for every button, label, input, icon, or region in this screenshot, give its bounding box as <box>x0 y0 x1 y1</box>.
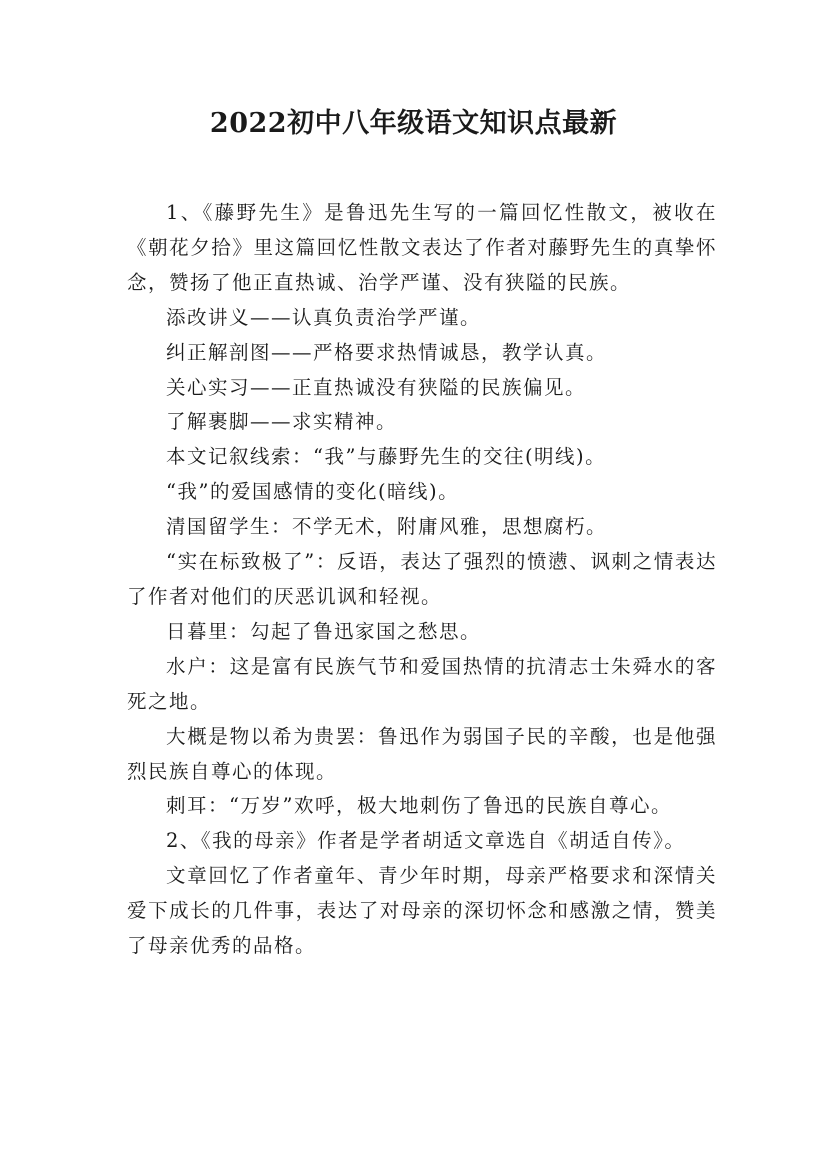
paragraph-10: 日暮里：勾起了鲁迅家国之愁思。 <box>166 619 482 643</box>
paragraph-7: “我”的爱国感情的变化(暗线)。 <box>166 480 460 504</box>
paragraph-5: 了解裹脚——求实精神。 <box>166 410 398 434</box>
paragraph-1: 1、《藤野先生》是鲁迅先生写的一篇回忆性散文，被收在《朝花夕拾》里这篇回忆性散文表达了作者对藤野先生的真挚怀念，赞扬了他正直热诚、治学严谨、没有狭隘的民族。 <box>127 201 717 294</box>
paragraph-11: 水户：这是富有民族气节和爱国热情的抗清志士朱舜水的客死之地。 <box>127 654 717 713</box>
paragraph-8: 清国留学生：不学无术，附庸风雅，思想腐朽。 <box>166 515 608 539</box>
paragraph-9: “实在标致极了”：反语，表达了强烈的愤懑、讽刺之情表达了作者对他们的厌恶讥讽和轻视。 <box>127 550 717 608</box>
document-title: 2022初中八年级语文知识点最新 <box>209 108 618 139</box>
paragraph-12: 大概是物以希为贵罢：鲁迅作为弱国子民的辛酸，也是他强烈民族自尊心的体现。 <box>127 724 717 783</box>
paragraph-3: 纠正解剖图——严格要求热情诚恳，教学认真。 <box>166 340 608 364</box>
paragraph-14: 2、《我的母亲》作者是学者胡适文章选自《胡适自传》。 <box>166 829 686 853</box>
paragraph-4: 关心实习——正直热诚没有狭隘的民族偏见。 <box>166 375 587 399</box>
paragraph-2: 添改讲义——认真负责治学严谨。 <box>166 305 482 329</box>
paragraph-6: 本文记叙线索：“我”与藤野先生的交往(明线)。 <box>166 445 607 469</box>
paragraph-13: 刺耳：“万岁”欢呼，极大地刺伤了鲁迅的民族自尊心。 <box>166 794 672 818</box>
paragraph-15: 文章回忆了作者童年、青少年时期，母亲严格要求和深情关爱下成长的几件事，表达了对母亲的深切怀念和感激之情，赞美了母亲优秀的品格。 <box>127 864 717 958</box>
document-body <box>127 196 717 964</box>
